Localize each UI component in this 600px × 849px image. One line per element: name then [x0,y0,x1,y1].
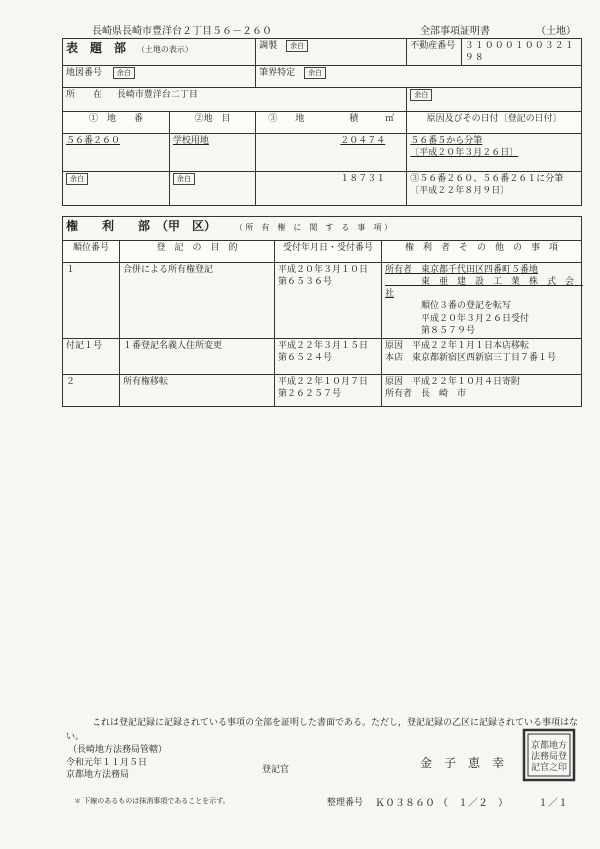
row1-gen-in-2: 〔平成２０年３月２６日〕 [410,148,519,159]
svg-text:京都地方: 京都地方 [530,741,568,751]
col-chimoku: ②地 目 [169,112,255,134]
kenri-subtitle: （ 所 有 権 に 関 す る 事 項 ） [234,223,392,232]
table-row [63,374,582,406]
row1-receipt [275,263,382,339]
footer-statement-1: これは登記記録に記録されている事項の全部を証明した書面である。ただし，登記記録の乙区に記録されている事項はな [92,718,579,728]
row2-no: 第６５２４号 [278,352,333,363]
col-gen-in: 原因及びその日付〔登記の日付〕 [407,112,582,134]
row2-chimoku-yohaku: 余白 [173,173,195,185]
seiri-label: 整理番号 [327,798,364,808]
row3-purpose: 所有権移転 [120,374,275,406]
row2-chiban-yohaku: 余白 [66,173,88,185]
shozai-label: 所 在 [66,90,103,101]
hikkai-cell [256,66,582,88]
table-row [63,338,582,374]
row1-chimoku [169,134,255,172]
row2-holder [382,338,582,374]
chizu-cell [63,66,256,88]
table-row [63,263,582,339]
row2-line-2: 本店 東京都新宿区西新宿三丁目７番１号 [385,352,557,363]
row1-line-1: 所有者 東京都千代田区四番町５番地 [385,265,539,275]
row1-purpose: 合併による所有権登記 [120,263,275,339]
row2-purpose: １番登記名義人住所変更 [120,338,275,374]
col-chiseki: ③ 地 積 ㎡ [256,112,407,134]
kenri-title-cell [63,217,582,241]
row1-no: 第６５３６号 [278,277,333,288]
seiri-no: Ｋ０３８６０ [375,798,435,809]
row3-line-1: 原因 平成２２年１０月４日寄附 [385,376,521,387]
row2-chiban [63,172,170,206]
chizu-yohaku: 余白 [113,67,135,79]
row2-gen-in-1: ③５６番２６０、５６番２６１に分筆 [410,174,564,185]
row2-gen-in-2: 〔平成２２年８月９日〕 [410,186,510,197]
fudosan-label: 不動産番号 [410,41,456,51]
row1-line-4: 平成２０年３月２６日受付 [385,313,530,324]
fudosan-no: ３１０００１００３２１９８ [464,41,575,64]
page-number-2: １／１ [538,798,568,809]
row2-chimoku [169,172,255,206]
row3-no: 第２６２５７号 [278,388,342,399]
row1-chiseki-text: ２０４７４ [340,136,386,147]
svg-text:法務局登: 法務局登 [530,752,568,762]
row2-receipt [275,338,382,374]
row3-receipt [275,374,382,406]
row1-gen-in [407,134,582,172]
row3-line-2: 所有者 長 崎 市 [385,388,467,399]
chosei-label: 調製 [259,41,278,51]
hyodai-subtitle: （土地の表示） [136,45,193,54]
col-purpose: 登 記 の 目 的 [120,241,275,263]
hikkai-yohaku: 余白 [304,67,326,79]
row2-gen-in [407,172,582,206]
footer-office-paren: （長崎地方法務局管轄） [68,745,168,755]
row1-chiban [63,134,170,172]
row2-line-1: 原因 平成２２年１月１日本店移転 [385,340,530,351]
chizu-label: 地図番号 [66,68,103,79]
footer-statement-2: い。 [66,732,85,742]
hyodai-title-cell [63,39,256,66]
chosei-cell [256,39,407,66]
row1-holder [382,263,582,339]
row1-line-2: 東 亜 建 設 工 業 株 式 会 社 [385,277,584,300]
official-seal [522,728,576,782]
hyodai-title: 表 題 部 [66,41,127,55]
row1-gen-in-1: ５６番５から分筆 [410,136,483,147]
shozai-yohaku-cell [407,88,582,112]
row3-holder [382,374,582,406]
header-doc-title: 全部事項証明書 [420,26,490,37]
shozai-value: 長崎市豊洋台二丁目 [116,90,198,101]
row1-chiseki [256,134,407,172]
row2-rank: 付記１号 [63,338,120,374]
col-rank: 順位番号 [63,241,120,263]
hyodai-table [62,38,582,206]
row1-chimoku-text: 学校用地 [172,136,209,147]
fudosan-no-cell [461,39,581,66]
col-holder: 権 利 者 そ の 他 の 事 項 [382,241,582,263]
page-number: （ １／２ ） [438,798,508,809]
row2-date: 平成２２年３月１５日 [278,340,369,351]
chosei-yohaku: 余白 [286,40,308,52]
kenri-title: 権 利 部 （甲 区） [66,219,217,233]
footer-note: ＊ 下線のあるものは抹消事項であることを示す。 [74,797,230,805]
shozai-cell [63,88,407,112]
row1-chiban-text: ５６番２６０ [66,136,121,147]
col-chiban: ① 地 番 [63,112,170,134]
fudosan-label-cell [407,39,461,66]
row2-chiseki [256,172,407,206]
row1-date: 平成２０年３月１０日 [278,265,369,275]
row1-rank: １ [63,263,120,339]
footer-office: 京都地方法務局 [66,770,130,780]
header-address: 長崎県長崎市豊洋台２丁目５６－２６０ [92,26,272,37]
col-receipt: 受付年月日・受付番号 [275,241,382,263]
footer-date: 令和元年１１月５日 [66,758,148,768]
row3-date: 平成２２年１０月７日 [278,376,369,387]
registrar-label: 登記官 [262,765,290,775]
svg-text:記官之印: 記官之印 [530,763,568,773]
shozai-yohaku: 余白 [410,89,432,101]
kenri-table [62,216,582,407]
header-doc-type: （土地） [536,26,576,37]
row2-chiseki-text: １８７３１ [340,174,386,185]
row3-rank: ２ [63,374,120,406]
row1-line-3: 順位３番の登記を転写 [385,301,512,312]
hikkai-label: 筆界特定 [259,68,296,79]
registrar-name: 金 子 恵 幸 [420,756,505,770]
row1-line-5: 第８５７９号 [385,325,476,336]
